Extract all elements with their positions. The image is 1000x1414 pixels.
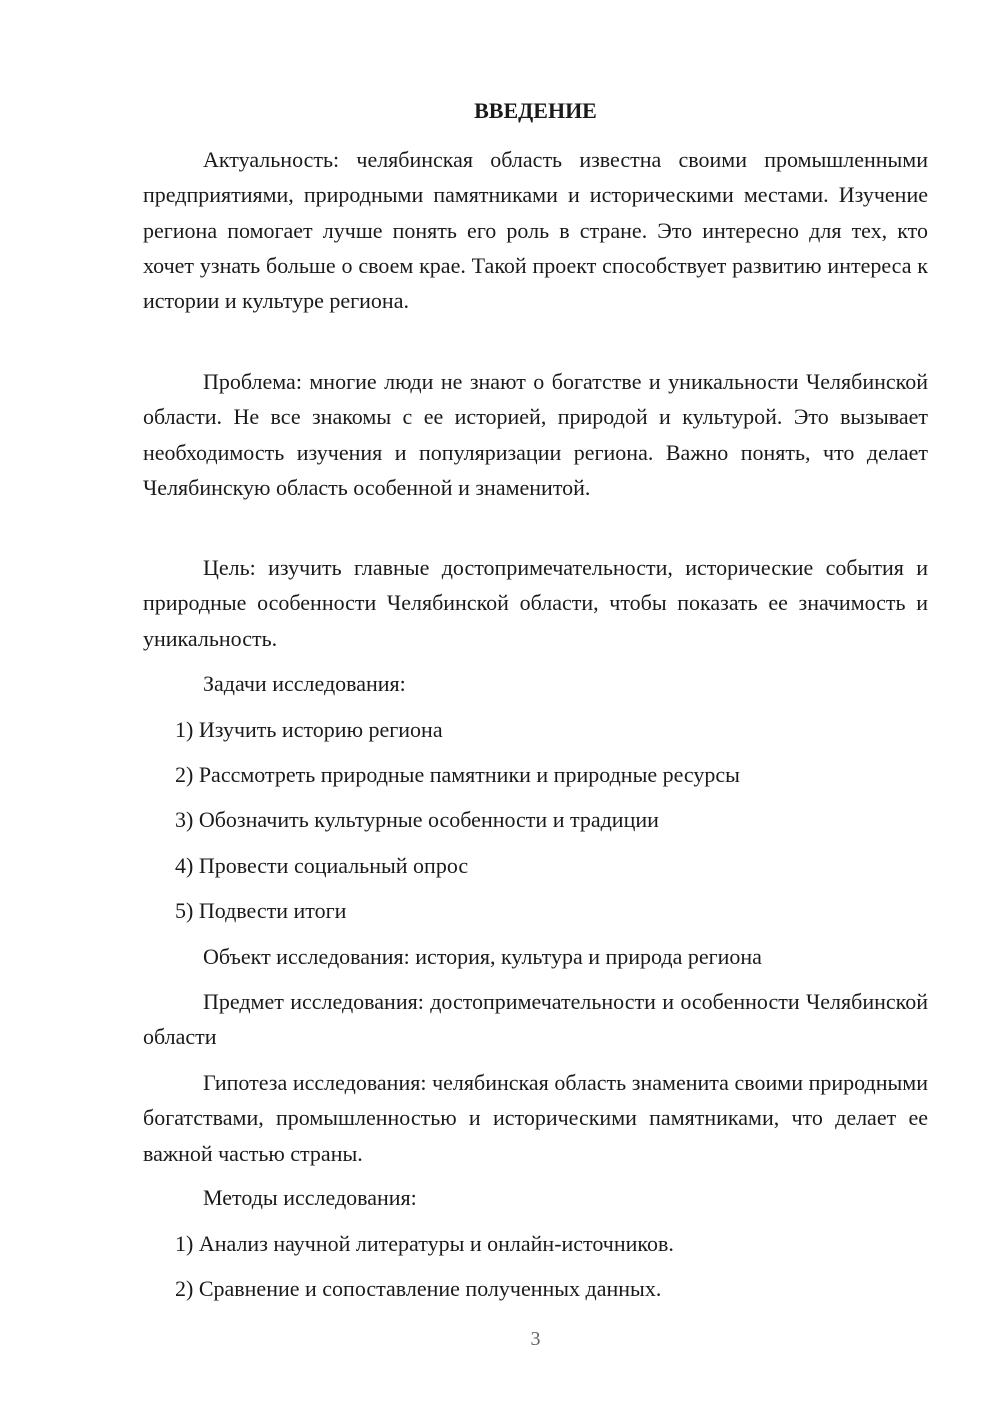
task-item: 3) Обозначить культурные особенности и традиции: [175, 807, 659, 832]
section-heading: ВВЕДЕНИЕ: [474, 98, 597, 123]
task-item: 2) Рассмотреть природные памятники и природные ресурсы: [175, 762, 740, 787]
hypothesis-paragraph: Гипотеза исследования: челябинская область знаменита своими природными богатствами, промышленностью и историческими памятниками, что делает ее важной частью страны.: [143, 1070, 928, 1166]
subject-paragraph: Предмет исследования: достопримечательности и особенности Челябинской области: [143, 989, 928, 1050]
methods-title: Методы исследования:: [203, 1185, 417, 1210]
problem-paragraph: Проблема: многие люди не знают о богатстве и уникальности Челябинской области. Не все знакомы с ее историей, природой и культурой. Это вызывает необходимость изучения и популяризации региона. Важно понять, что делает Челябинскую область особенной и знаменитой.: [143, 369, 928, 500]
document-page: [143, 0, 928, 1414]
task-item: 5) Подвести итоги: [175, 898, 347, 923]
object-line: Объект исследования: история, культура и природа региона: [203, 944, 762, 969]
method-item: 2) Сравнение и сопоставление полученных данных.: [175, 1276, 662, 1301]
tasks-title: Задачи исследования:: [203, 671, 406, 696]
page-number: 3: [530, 1328, 541, 1350]
goal-paragraph: Цель: изучить главные достопримечательности, исторические события и природные особенности Челябинской области, чтобы показать ее значимость и уникальность.: [143, 555, 928, 651]
relevance-paragraph: Актуальность: челябинская область известна своими промышленными предприятиями, природными памятниками и историческими местами. Изучение региона помогает лучше понять его роль в стране. Это интересно для тех, кто хочет узнать больше о своем крае. Такой проект способствует развитию интереса к истории и культуре региона.: [143, 147, 928, 314]
task-item: 1) Изучить историю региона: [175, 717, 443, 742]
task-item: 4) Провести социальный опрос: [175, 853, 469, 878]
method-item: 1) Анализ научной литературы и онлайн-источников.: [175, 1231, 674, 1256]
